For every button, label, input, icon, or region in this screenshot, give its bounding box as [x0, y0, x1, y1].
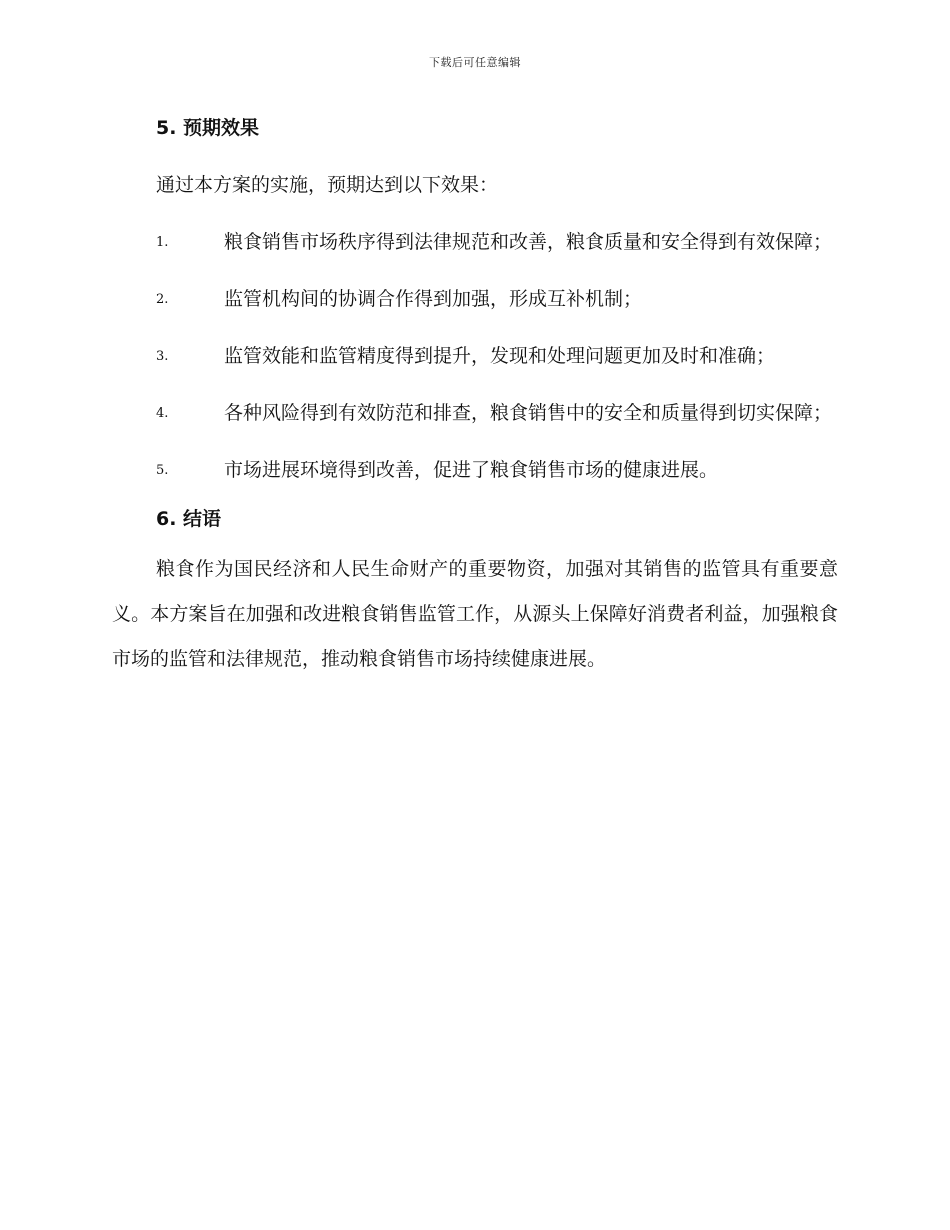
- expected-effects-list: [112, 220, 838, 493]
- section-heading-6: 6. 结语: [156, 508, 222, 530]
- section-heading-5: 5. 预期效果: [156, 117, 260, 139]
- list-item-number: 4.: [156, 406, 169, 421]
- list-item-text: 市场进展环境得到改善，促进了粮食销售市场的健康进展。: [224, 459, 719, 481]
- list-item: [112, 277, 838, 322]
- list-item-number: 3.: [156, 349, 169, 364]
- list-item: [112, 448, 838, 493]
- list-item: [112, 334, 838, 379]
- list-item-number: 1.: [156, 235, 169, 250]
- list-item-number: 5.: [156, 463, 169, 478]
- list-item-text: 各种风险得到有效防范和排查，粮食销售中的安全和质量得到切实保障；: [224, 402, 833, 424]
- list-item: [112, 220, 838, 265]
- list-item-text: 监管效能和监管精度得到提升，发现和处理问题更加及时和准确；: [224, 345, 776, 367]
- conclusion-paragraph: 粮食作为国民经济和人民生命财产的重要物资，加强对其销售的监管具有重要意义。本方案旨在加强和改进粮食销售监管工作，从源头上保障好消费者利益，加强粮食市场的监管和法律规范，推动粮食销售市场持续健康进展。: [112, 558, 838, 670]
- list-item-text: 监管机构间的协调合作得到加强，形成互补机制；: [224, 288, 643, 310]
- list-item-text: 粮食销售市场秩序得到法律规范和改善，粮食质量和安全得到有效保障；: [224, 231, 833, 253]
- page-header: 下载后可任意编辑: [429, 56, 521, 69]
- document-body: [112, 112, 838, 682]
- list-item: [112, 391, 838, 436]
- section-5-intro: 通过本方案的实施，预期达到以下效果：: [156, 174, 499, 196]
- list-item-number: 2.: [156, 292, 169, 307]
